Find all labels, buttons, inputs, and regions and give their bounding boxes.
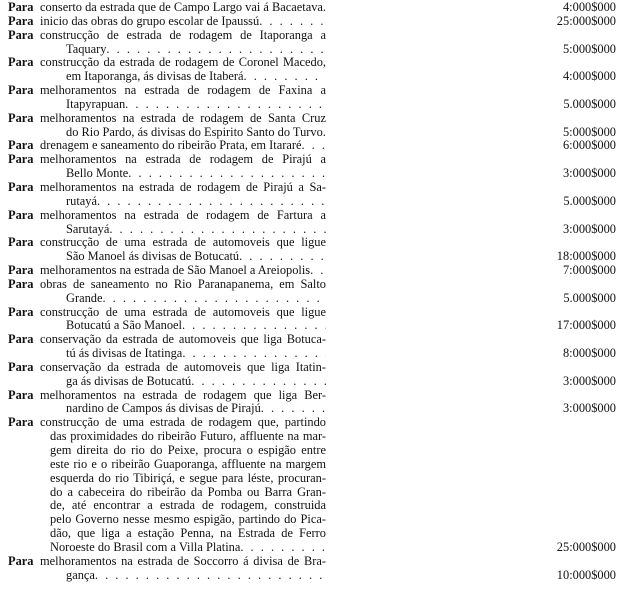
line-text: inicio das obras do grupo escolar de Ipaussú xyxy=(40,14,260,28)
para-prefix: Para xyxy=(8,1,34,14)
dot-leader xyxy=(239,250,326,264)
description-line xyxy=(8,70,326,84)
dot-leader xyxy=(244,70,326,84)
item-description xyxy=(8,209,326,237)
item-amount: 25:000$000 xyxy=(556,539,616,554)
para-prefix: Para xyxy=(8,14,34,28)
list-item xyxy=(8,333,616,361)
dot-leader xyxy=(109,223,326,237)
item-description xyxy=(8,181,326,209)
item-amount: 25:000$000 xyxy=(556,13,616,28)
description-line xyxy=(8,333,326,347)
list-item xyxy=(8,1,616,15)
description-line xyxy=(8,541,326,555)
line-text: Bello Monte xyxy=(66,167,129,181)
list-item xyxy=(8,555,616,583)
dot-leader xyxy=(259,15,326,29)
item-amount: 5.000$000 xyxy=(563,193,616,208)
line-text: Botucatú a São Manoel xyxy=(66,319,182,333)
description-line xyxy=(8,139,326,153)
list-item xyxy=(8,15,616,29)
para-prefix: Para xyxy=(8,360,34,374)
line-text: melhoramentos na estrada de rodagem de Pirajú a xyxy=(40,153,326,167)
list-item xyxy=(8,209,616,237)
item-amount: 3:000$000 xyxy=(562,221,616,236)
dot-leader xyxy=(97,195,326,209)
item-description xyxy=(8,56,326,84)
dot-leader xyxy=(182,319,326,333)
line-text: São Manoel ás divisas de Botucatú xyxy=(66,250,240,264)
item-amount: 3:000$000 xyxy=(562,373,616,388)
para-prefix: Para xyxy=(8,111,34,125)
description-line xyxy=(8,126,326,140)
description-line xyxy=(8,181,326,195)
description-line xyxy=(8,15,326,29)
dot-leader xyxy=(125,98,326,112)
description-line xyxy=(8,56,326,70)
description-line xyxy=(8,167,326,181)
item-amount: 6:000$000 xyxy=(562,138,616,153)
item-description xyxy=(8,112,326,140)
description-line xyxy=(8,569,326,583)
line-text: obras de saneamento no Rio Paranapanema, em Salto xyxy=(40,277,326,291)
line-text: gança xyxy=(66,568,95,582)
line-text: gem direita do rio do Peixe, procura o espigão entre xyxy=(50,444,326,457)
description-line xyxy=(8,236,326,250)
para-prefix: Para xyxy=(8,236,34,250)
item-amount: 3:000$000 xyxy=(562,166,616,181)
item-amount: 5.000$000 xyxy=(563,290,616,305)
para-prefix: Para xyxy=(8,153,34,167)
item-description xyxy=(8,333,326,361)
line-text: em Itaporanga, ás divisas de Itaberá xyxy=(66,70,244,84)
line-text: melhoramentos na estrada de rodagem de Pirajú a Sa- xyxy=(40,180,326,194)
line-text: melhoramentos na estrada de São Manoel a Areiopolis xyxy=(40,264,311,278)
description-line xyxy=(8,195,326,209)
dot-leader xyxy=(191,375,326,389)
item-description xyxy=(8,306,326,334)
para-prefix: Para xyxy=(8,28,34,42)
line-text: melhoramentos na estrada de rodagem de Fartura a xyxy=(40,208,326,222)
para-prefix: Para xyxy=(8,277,34,291)
list-item xyxy=(8,56,616,84)
item-description xyxy=(8,29,326,57)
para-prefix: Para xyxy=(8,139,34,153)
line-text: Itapyrapuan xyxy=(66,97,126,111)
line-text: esquerda do rio Tibiriçá, e segue para léste, procuran- xyxy=(50,471,326,485)
line-text: construcção de uma estrada de automoveis que ligue xyxy=(40,305,326,319)
list-item xyxy=(8,361,616,389)
dot-leader xyxy=(310,264,326,278)
dot-leader xyxy=(240,541,326,555)
line-text: de, até encontrar a estrada de rodagem, construida xyxy=(50,499,326,513)
dot-leader xyxy=(261,402,326,416)
description-line xyxy=(8,444,326,458)
line-text: construcção de uma estrada de automoveis que ligue xyxy=(40,236,326,250)
item-description xyxy=(8,153,326,181)
line-text: este rio e o ribeirão Guaporanga, affluente na margem xyxy=(50,457,326,471)
list-item xyxy=(8,236,616,264)
description-line xyxy=(8,306,326,320)
description-line xyxy=(8,375,326,389)
item-amount: 5:000$000 xyxy=(562,124,616,139)
description-line xyxy=(8,402,326,416)
item-description xyxy=(8,278,326,306)
line-text: drenagem e saneamento do ribeirão Prata, em Itararé xyxy=(40,139,302,153)
line-text: tú ás divisas de Itatinga xyxy=(66,347,183,361)
item-description xyxy=(8,1,326,15)
description-line xyxy=(8,98,326,112)
line-text: Noroeste do Brasil com a Villa Platina xyxy=(50,540,241,554)
line-text: dão, que liga a estação Penna, na Estrada de Ferro xyxy=(50,527,326,541)
dot-leader xyxy=(128,167,326,181)
item-amount: 3:000$000 xyxy=(562,401,616,416)
list-item xyxy=(8,84,616,112)
line-text: pelo Governo nesse mesmo espigão, partindo do Pica- xyxy=(50,513,326,527)
para-prefix: Para xyxy=(8,416,34,430)
list-item xyxy=(8,181,616,209)
list-item xyxy=(8,139,616,153)
para-prefix: Para xyxy=(8,554,34,568)
line-text: construcção de estrada de rodagem de Itaporanga a xyxy=(40,28,326,42)
line-text: conservação da estrada de automoveis que liga Botuca- xyxy=(40,333,326,347)
line-text: do Rio Pardo, ás divisas do Espirito Santo do Turvo xyxy=(66,125,323,139)
line-text: conservação da estrada de automoveis que liga Itatin- xyxy=(40,360,326,374)
list-item xyxy=(8,389,616,417)
para-prefix: Para xyxy=(8,264,34,278)
description-line xyxy=(8,43,326,57)
item-amount: 10:000$000 xyxy=(556,567,616,582)
description-line xyxy=(8,209,326,223)
line-text: conserto da estrada que de Campo Largo vai á Bacaetava xyxy=(40,1,323,14)
description-line xyxy=(8,472,326,486)
line-text: construcção da estrada de rodagem de Coronel Macedo, xyxy=(40,56,326,70)
item-amount: 4:000$000 xyxy=(562,69,616,84)
description-line xyxy=(8,458,326,472)
item-amount: 18:000$000 xyxy=(556,249,616,264)
dot-leader xyxy=(182,347,326,361)
dot-leader xyxy=(106,43,326,57)
line-text: Sarutayá xyxy=(66,222,110,236)
item-description xyxy=(8,361,326,389)
line-text: melhoramentos na estrada de rodagem de Faxina a xyxy=(40,84,326,98)
dot-leader xyxy=(301,139,326,153)
description-line xyxy=(8,361,326,375)
item-description xyxy=(8,236,326,264)
line-text: Taquary xyxy=(66,42,107,56)
description-line xyxy=(8,555,326,569)
dot-leader xyxy=(95,569,326,583)
item-amount: 5:000$000 xyxy=(562,41,616,56)
description-line xyxy=(8,347,326,361)
para-prefix: Para xyxy=(8,333,34,347)
list-item xyxy=(8,278,616,306)
list-item xyxy=(8,29,616,57)
line-text: das proximidades do ribeirão Futuro, affluente na mar- xyxy=(50,430,326,444)
para-prefix: Para xyxy=(8,56,34,70)
para-prefix: Para xyxy=(8,208,34,222)
line-text: do a cabeceira do ribeirão da Pomba ou Barra Gran- xyxy=(50,485,326,499)
item-description xyxy=(8,84,326,112)
appropriations-list xyxy=(8,1,616,582)
item-description xyxy=(8,15,326,29)
description-line xyxy=(8,527,326,541)
line-text: melhoramentos na estrada de rodagem de Santa Cruz xyxy=(40,111,326,125)
description-line xyxy=(8,153,326,167)
description-line xyxy=(8,223,326,237)
line-text: nardino de Campos ás divisas de Pirajú xyxy=(66,402,261,416)
item-amount: 17:000$000 xyxy=(556,318,616,333)
description-line xyxy=(8,389,326,403)
line-text: melhoramentos na estrada de Soccorro á divisa de Bra- xyxy=(40,554,326,568)
item-amount: 7:000$000 xyxy=(562,263,616,278)
para-prefix: Para xyxy=(8,84,34,98)
list-item xyxy=(8,264,616,278)
description-line xyxy=(8,29,326,43)
description-line xyxy=(8,264,326,278)
description-line xyxy=(8,513,326,527)
list-item xyxy=(8,112,616,140)
para-prefix: Para xyxy=(8,180,34,194)
item-description xyxy=(8,389,326,417)
item-description xyxy=(8,139,326,153)
item-description xyxy=(8,264,326,278)
description-line xyxy=(8,1,326,15)
line-text: melhoramentos na estrada de rodagem que liga Ber- xyxy=(40,388,326,402)
line-text: rutayá xyxy=(66,194,97,208)
description-line xyxy=(8,499,326,513)
description-line xyxy=(8,319,326,333)
dot-leader xyxy=(102,292,326,306)
item-amount: 4:000$000 xyxy=(562,0,616,14)
line-text: ga ás divisas de Botucatú xyxy=(66,374,192,388)
description-line xyxy=(8,292,326,306)
item-amount: 5.000$000 xyxy=(563,96,616,111)
description-line xyxy=(8,278,326,292)
description-line xyxy=(8,250,326,264)
description-line xyxy=(8,430,326,444)
list-item xyxy=(8,306,616,334)
line-text: construcção de uma estrada de rodagem que, partindo xyxy=(40,416,326,430)
item-description xyxy=(8,555,326,583)
item-amount: 8:000$000 xyxy=(562,346,616,361)
item-description xyxy=(8,416,326,554)
description-line xyxy=(8,416,326,430)
list-item xyxy=(8,153,616,181)
list-item xyxy=(8,416,616,554)
description-line xyxy=(8,486,326,500)
description-line xyxy=(8,84,326,98)
line-text: Grande xyxy=(66,291,103,305)
description-line xyxy=(8,112,326,126)
para-prefix: Para xyxy=(8,388,34,402)
para-prefix: Para xyxy=(8,305,34,319)
